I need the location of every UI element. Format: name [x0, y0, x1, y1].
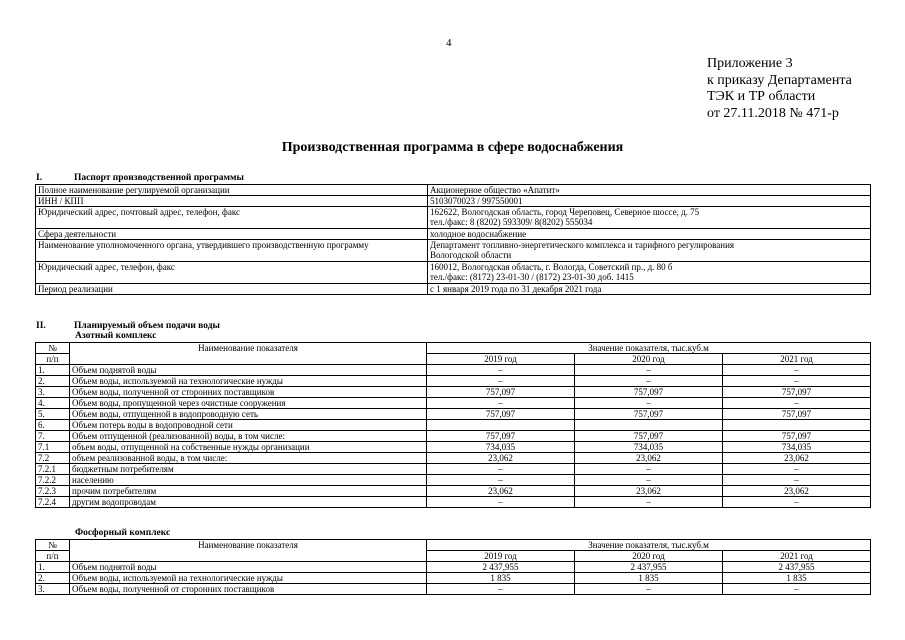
table-row	[36, 497, 871, 508]
row-value-2020: –	[575, 365, 723, 376]
row-number: 3.	[36, 387, 70, 398]
col-header-year: 2019 год	[427, 354, 575, 365]
table-row	[36, 284, 871, 295]
passport-value: 5103070023 / 997550001	[428, 196, 871, 207]
passport-label: Юридический адрес, почтовый адрес, телефон, факс	[36, 207, 428, 229]
row-value-2019	[427, 420, 575, 431]
row-value-2020: –	[575, 584, 723, 595]
table-row	[36, 573, 871, 584]
row-value-2019: –	[427, 475, 575, 486]
approval-line-2: к приказу Департамента	[707, 72, 852, 88]
row-number: 7.2.1	[36, 464, 70, 475]
section-2-heading	[36, 321, 220, 331]
table-row	[36, 486, 871, 497]
row-value-2019: 1 835	[427, 573, 575, 584]
col-header-year: 2021 год	[723, 354, 871, 365]
col-header-year: 2021 год	[723, 551, 871, 562]
table-body	[36, 562, 871, 595]
table-row	[36, 453, 871, 464]
table-row	[36, 464, 871, 475]
table-row	[36, 376, 871, 387]
passport-value-line: Департамент топливно-энергетического комплекса и тарифного регулирования	[430, 240, 735, 250]
row-value-2019: 734,035	[427, 442, 575, 453]
water-volume-table-2	[35, 539, 871, 595]
row-value-2021: 23,062	[723, 453, 871, 464]
passport-value-line: 162622, Вологодская область, город Череповец, Северное шоссе, д. 75	[430, 207, 700, 217]
row-number: 6.	[36, 420, 70, 431]
approval-line-3: ТЭК и ТР области	[707, 89, 816, 104]
row-number: 2.	[36, 573, 70, 584]
passport-value-line: тел./факс: 8 (8202) 593309/ 8(8202) 555034	[430, 217, 593, 227]
row-number: 3.	[36, 584, 70, 595]
col-header-num-sub: п/п	[36, 354, 70, 365]
row-value-2020: 2 437,955	[575, 562, 723, 573]
table-row	[36, 431, 871, 442]
row-value-2021: 757,097	[723, 387, 871, 398]
row-value-2021: 23,062	[723, 486, 871, 497]
row-indicator-name: объем воды, отпущенной на собственные нужды организации	[70, 442, 427, 453]
row-number: 7.2	[36, 453, 70, 464]
col-header-num: №	[36, 343, 70, 354]
row-number: 5.	[36, 409, 70, 420]
passport-table	[35, 184, 871, 295]
table-row	[36, 584, 871, 595]
row-value-2019: –	[427, 376, 575, 387]
approval-line-4: от 27.11.2018 № 471-р	[707, 105, 839, 121]
passport-value	[428, 240, 871, 262]
row-value-2020: –	[575, 464, 723, 475]
row-value-2021: –	[723, 464, 871, 475]
row-value-2020: –	[575, 497, 723, 508]
row-value-2020: 23,062	[575, 453, 723, 464]
row-number: 1.	[36, 365, 70, 376]
passport-label: Наименование уполномоченного органа, утвердившего производственную программу	[36, 240, 428, 262]
row-indicator-name: Объем воды, полученной от сторонних поставщиков	[70, 387, 427, 398]
row-indicator-name: Объем поднятой воды	[70, 365, 427, 376]
row-indicator-name: населению	[70, 475, 427, 486]
row-number: 7.2.4	[36, 497, 70, 508]
row-number: 1.	[36, 562, 70, 573]
water-volume-table-1	[35, 342, 871, 508]
row-value-2021: 734,035	[723, 442, 871, 453]
row-value-2021: –	[723, 584, 871, 595]
row-number: 7.	[36, 431, 70, 442]
row-indicator-name: Объем воды, отпущенной в водопроводную сеть	[70, 409, 427, 420]
row-number: 7.2.3	[36, 486, 70, 497]
row-indicator-name: Объем поднятой воды	[70, 562, 427, 573]
row-value-2019: –	[427, 584, 575, 595]
row-value-2021: –	[723, 376, 871, 387]
passport-value	[428, 207, 871, 229]
table-row	[36, 562, 871, 573]
row-value-2021: –	[723, 398, 871, 409]
row-value-2021: –	[723, 475, 871, 486]
section-1-number: I.	[36, 173, 43, 183]
row-indicator-name: Объем воды, используемой на технологические нужды	[70, 573, 427, 584]
col-header-year: 2020 год	[575, 551, 723, 562]
row-value-2020: 734,035	[575, 442, 723, 453]
row-indicator-name: Объем воды, используемой на технологические нужды	[70, 376, 427, 387]
row-value-2021: 2 437,955	[723, 562, 871, 573]
row-value-2020: –	[575, 376, 723, 387]
row-value-2019: –	[427, 398, 575, 409]
passport-label: ИНН / КПП	[36, 196, 428, 207]
row-value-2020: 1 835	[575, 573, 723, 584]
row-number: 2.	[36, 376, 70, 387]
row-value-2020: 757,097	[575, 431, 723, 442]
passport-value: Акционерное общество «Апатит»	[428, 185, 871, 196]
approval-line-1: Приложение 3	[707, 56, 793, 71]
row-indicator-name: Объем отпущенной (реализованной) воды, в том числе:	[70, 431, 427, 442]
table-row	[36, 420, 871, 431]
table-row	[36, 442, 871, 453]
col-header-value-group: Значение показателя, тыс.куб.м	[427, 540, 871, 551]
section-2-number: II.	[36, 321, 46, 331]
passport-value	[428, 262, 871, 284]
table-header-row	[36, 343, 871, 354]
row-value-2019: –	[427, 464, 575, 475]
row-indicator-name: Объем воды, полученной от сторонних поставщиков	[70, 584, 427, 595]
table-row	[36, 387, 871, 398]
row-number: 7.1	[36, 442, 70, 453]
table-header-row	[36, 540, 871, 551]
row-value-2020	[575, 420, 723, 431]
row-value-2020: 757,097	[575, 409, 723, 420]
table-row	[36, 185, 871, 196]
row-number: 7.2.2	[36, 475, 70, 486]
passport-label: Период реализации	[36, 284, 428, 295]
row-indicator-name: объем реализованной воды, в том числе:	[70, 453, 427, 464]
complex-2-title: Фосфорный комплекс	[75, 528, 171, 538]
table-body	[36, 365, 871, 508]
section-2-title: Планируемый объем подачи воды	[74, 321, 220, 331]
passport-value-line: 160012, Вологодская область, г. Вологда, Советский пр., д. 80 б	[430, 262, 673, 272]
section-1-heading	[36, 173, 244, 183]
section-1-title: Паспорт производственной программы	[74, 173, 244, 183]
table-row	[36, 207, 871, 229]
row-indicator-name: бюджетным потребителям	[70, 464, 427, 475]
passport-label: Сфера деятельности	[36, 229, 428, 240]
col-header-year: 2019 год	[427, 551, 575, 562]
row-value-2019: –	[427, 365, 575, 376]
table-row	[36, 262, 871, 284]
table-row	[36, 409, 871, 420]
row-value-2019: 23,062	[427, 486, 575, 497]
row-value-2021: –	[723, 365, 871, 376]
passport-value: холодное водоснабжение	[428, 229, 871, 240]
col-header-name: Наименование показателя	[70, 343, 427, 365]
table-row	[36, 196, 871, 207]
col-header-year: 2020 год	[575, 354, 723, 365]
col-header-num: №	[36, 540, 70, 551]
passport-value-line: тел./факс: (8172) 23-01-30 / (8172) 23-01-30 доб. 1415	[430, 272, 634, 282]
row-value-2019: –	[427, 497, 575, 508]
passport-value: с 1 января 2019 года по 31 декабря 2021 года	[428, 284, 871, 295]
table-row	[36, 365, 871, 376]
row-indicator-name: прочим потребителям	[70, 486, 427, 497]
table-row	[36, 475, 871, 486]
passport-label: Юридический адрес, телефон, факс	[36, 262, 428, 284]
row-value-2021	[723, 420, 871, 431]
table-row	[36, 240, 871, 262]
complex-1-title: Азотный комплекс	[75, 331, 157, 341]
row-value-2020: –	[575, 398, 723, 409]
row-indicator-name: Объем воды, пропущенной через очистные сооружения	[70, 398, 427, 409]
row-number: 4.	[36, 398, 70, 409]
row-indicator-name: другим водопроводам	[70, 497, 427, 508]
row-indicator-name: Объем потерь воды в водопроводной сети	[70, 420, 427, 431]
table-row	[36, 229, 871, 240]
row-value-2019: 757,097	[427, 387, 575, 398]
col-header-num-sub: п/п	[36, 551, 70, 562]
row-value-2020: 23,062	[575, 486, 723, 497]
document-title: Производственная программа в сфере водоснабжения	[281, 140, 624, 155]
row-value-2021: –	[723, 497, 871, 508]
passport-value-line: Вологодской области	[430, 250, 512, 260]
col-header-name: Наименование показателя	[70, 540, 427, 562]
row-value-2020: –	[575, 475, 723, 486]
row-value-2021: 1 835	[723, 573, 871, 584]
table-row	[36, 398, 871, 409]
row-value-2021: 757,097	[723, 431, 871, 442]
row-value-2019: 757,097	[427, 409, 575, 420]
row-value-2021: 757,097	[723, 409, 871, 420]
row-value-2019: 757,097	[427, 431, 575, 442]
col-header-value-group: Значение показателя, тыс.куб.м	[427, 343, 871, 354]
row-value-2019: 2 437,955	[427, 562, 575, 573]
passport-label: Полное наименование регулируемой организации	[36, 185, 428, 196]
page-number: 4	[446, 37, 452, 49]
approval-block	[707, 56, 852, 122]
row-value-2020: 757,097	[575, 387, 723, 398]
row-value-2019: 23,062	[427, 453, 575, 464]
